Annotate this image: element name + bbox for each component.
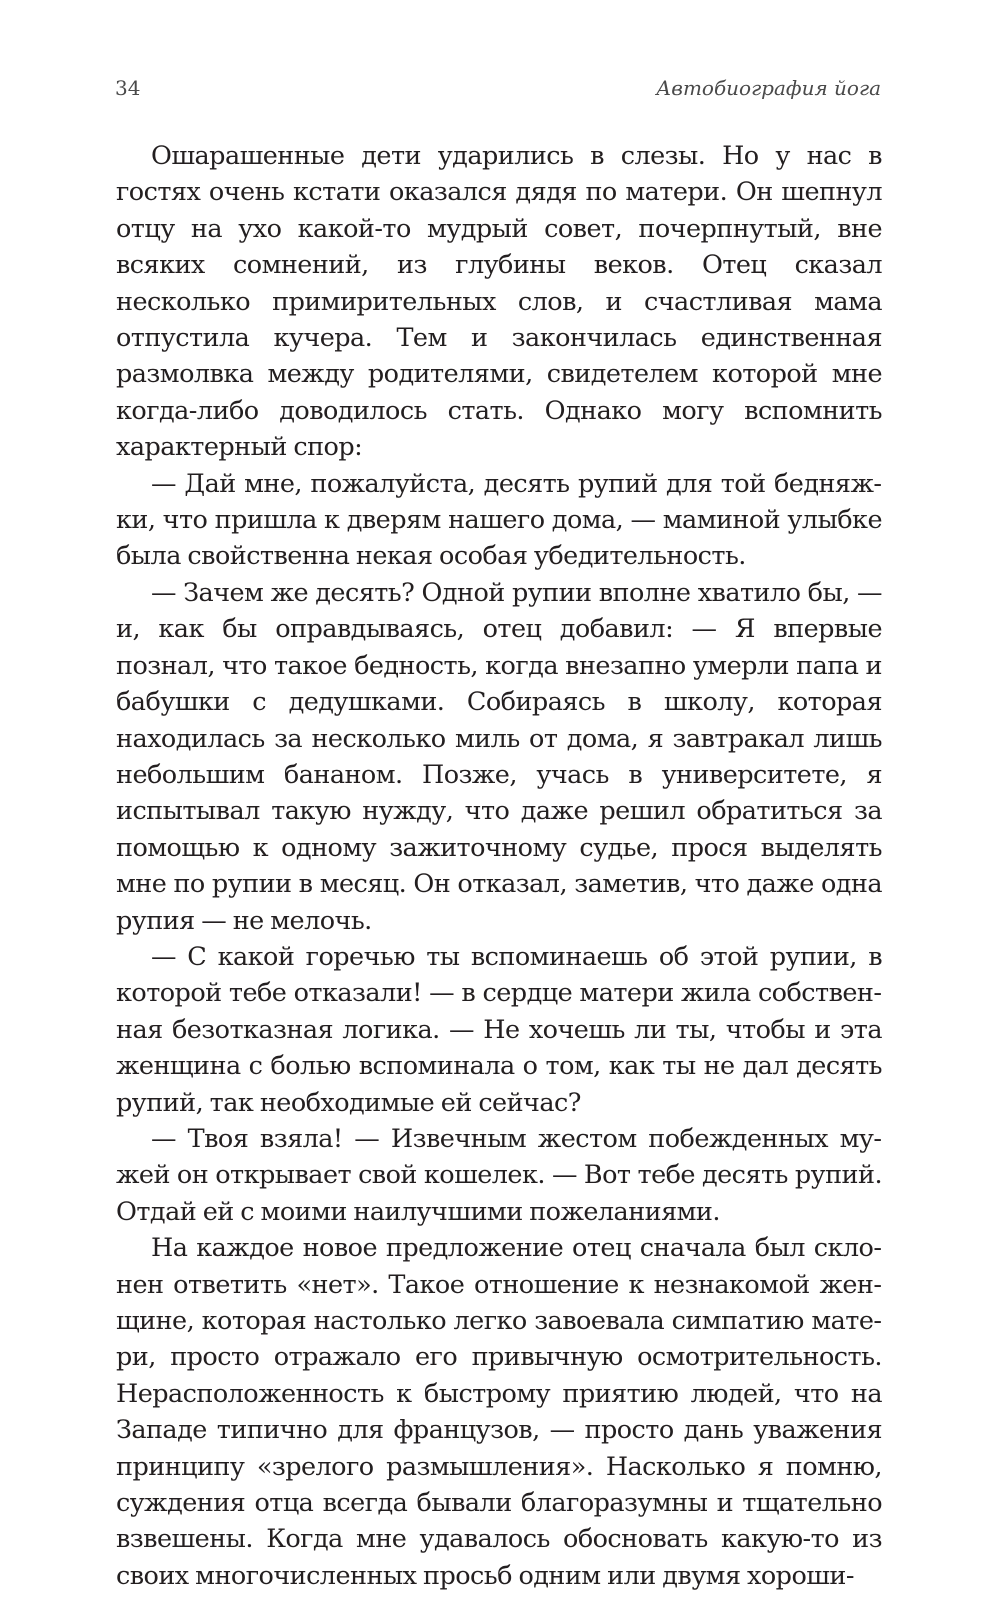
- paragraph: — С какой горечью ты вспоминаешь об этой рупии, в которой тебе отказали! — в сердце матери жила собственная безотказная логика. — Не хочешь ли ты, чтобы и эта женщина с болью вспоминала о том, как ты не дал десять рупий, так необходимые ей сейчас?: [116, 941, 882, 1118]
- paragraph: На каждое новое предложение отец сначала был склонен ответить «нет». Такое отношение к незнакомой женщине, которая настолько легко завоевала симпатию матери, просто отражало его привычную осмотрительность. Нерасположенность к быстрому приятию людей, что на Западе типично для французов, — просто дань уважения принципу «зрелого размышления». Насколько я помню, суждения отца всегда бывали благоразумны и тщательно взвешены. Когда мне удавалось обосновать какую-то из своих многочисленных просьб одним или двумя хороши-: [116, 1233, 882, 1591]
- paragraph: Ошарашенные дети ударились в слезы. Но у нас в гостях очень кстати оказался дядя по матери. Он шепнул отцу на ухо какой-то мудрый совет, почерпнутый, вне всяких сомнений, из глубины веков. Отец сказал несколько примирительных слов, и счастливая мама отпустила кучера. Тем и закончилась единственная размолвка между родителями, свидетелем которой мне когда-либо доводилось стать. Однако могу вспомнить характерный спор:: [116, 141, 882, 463]
- paragraph: — Дай мне, пожалуйста, десять рупий для той бедняжки, что пришла к дверям нашего дома, — маминой улыбке была свойственна некая особая убедительность.: [116, 468, 882, 572]
- page-number: 34: [115, 76, 141, 100]
- page-header: [115, 76, 881, 106]
- running-title: Автобиография йога: [656, 76, 881, 100]
- paragraph: — Твоя взяла! — Извечным жестом побежденных мужей он открывает свой кошелек. — Вот тебе десять рупий. Отдай ей с моими наилучшими пожеланиями.: [116, 1123, 882, 1227]
- body-text: [116, 138, 882, 1594]
- paragraph: — Зачем же десять? Одной рупии вполне хватило бы, — и, как бы оправдываясь, отец добавил: — Я впервые познал, что такое бедность, когда внезапно умерли папа и бабушки с дедушками. Собираясь в школу, которая находилась за несколько миль от дома, я завтракал лишь небольшим бананом. Позже, учась в университете, я испытывал такую нужду, что даже решил обратиться за помощью к одному зажиточному судье, прося выделять мне по рупии в месяц. Он отказал, заметив, что даже одна рупия — не мелочь.: [116, 577, 882, 936]
